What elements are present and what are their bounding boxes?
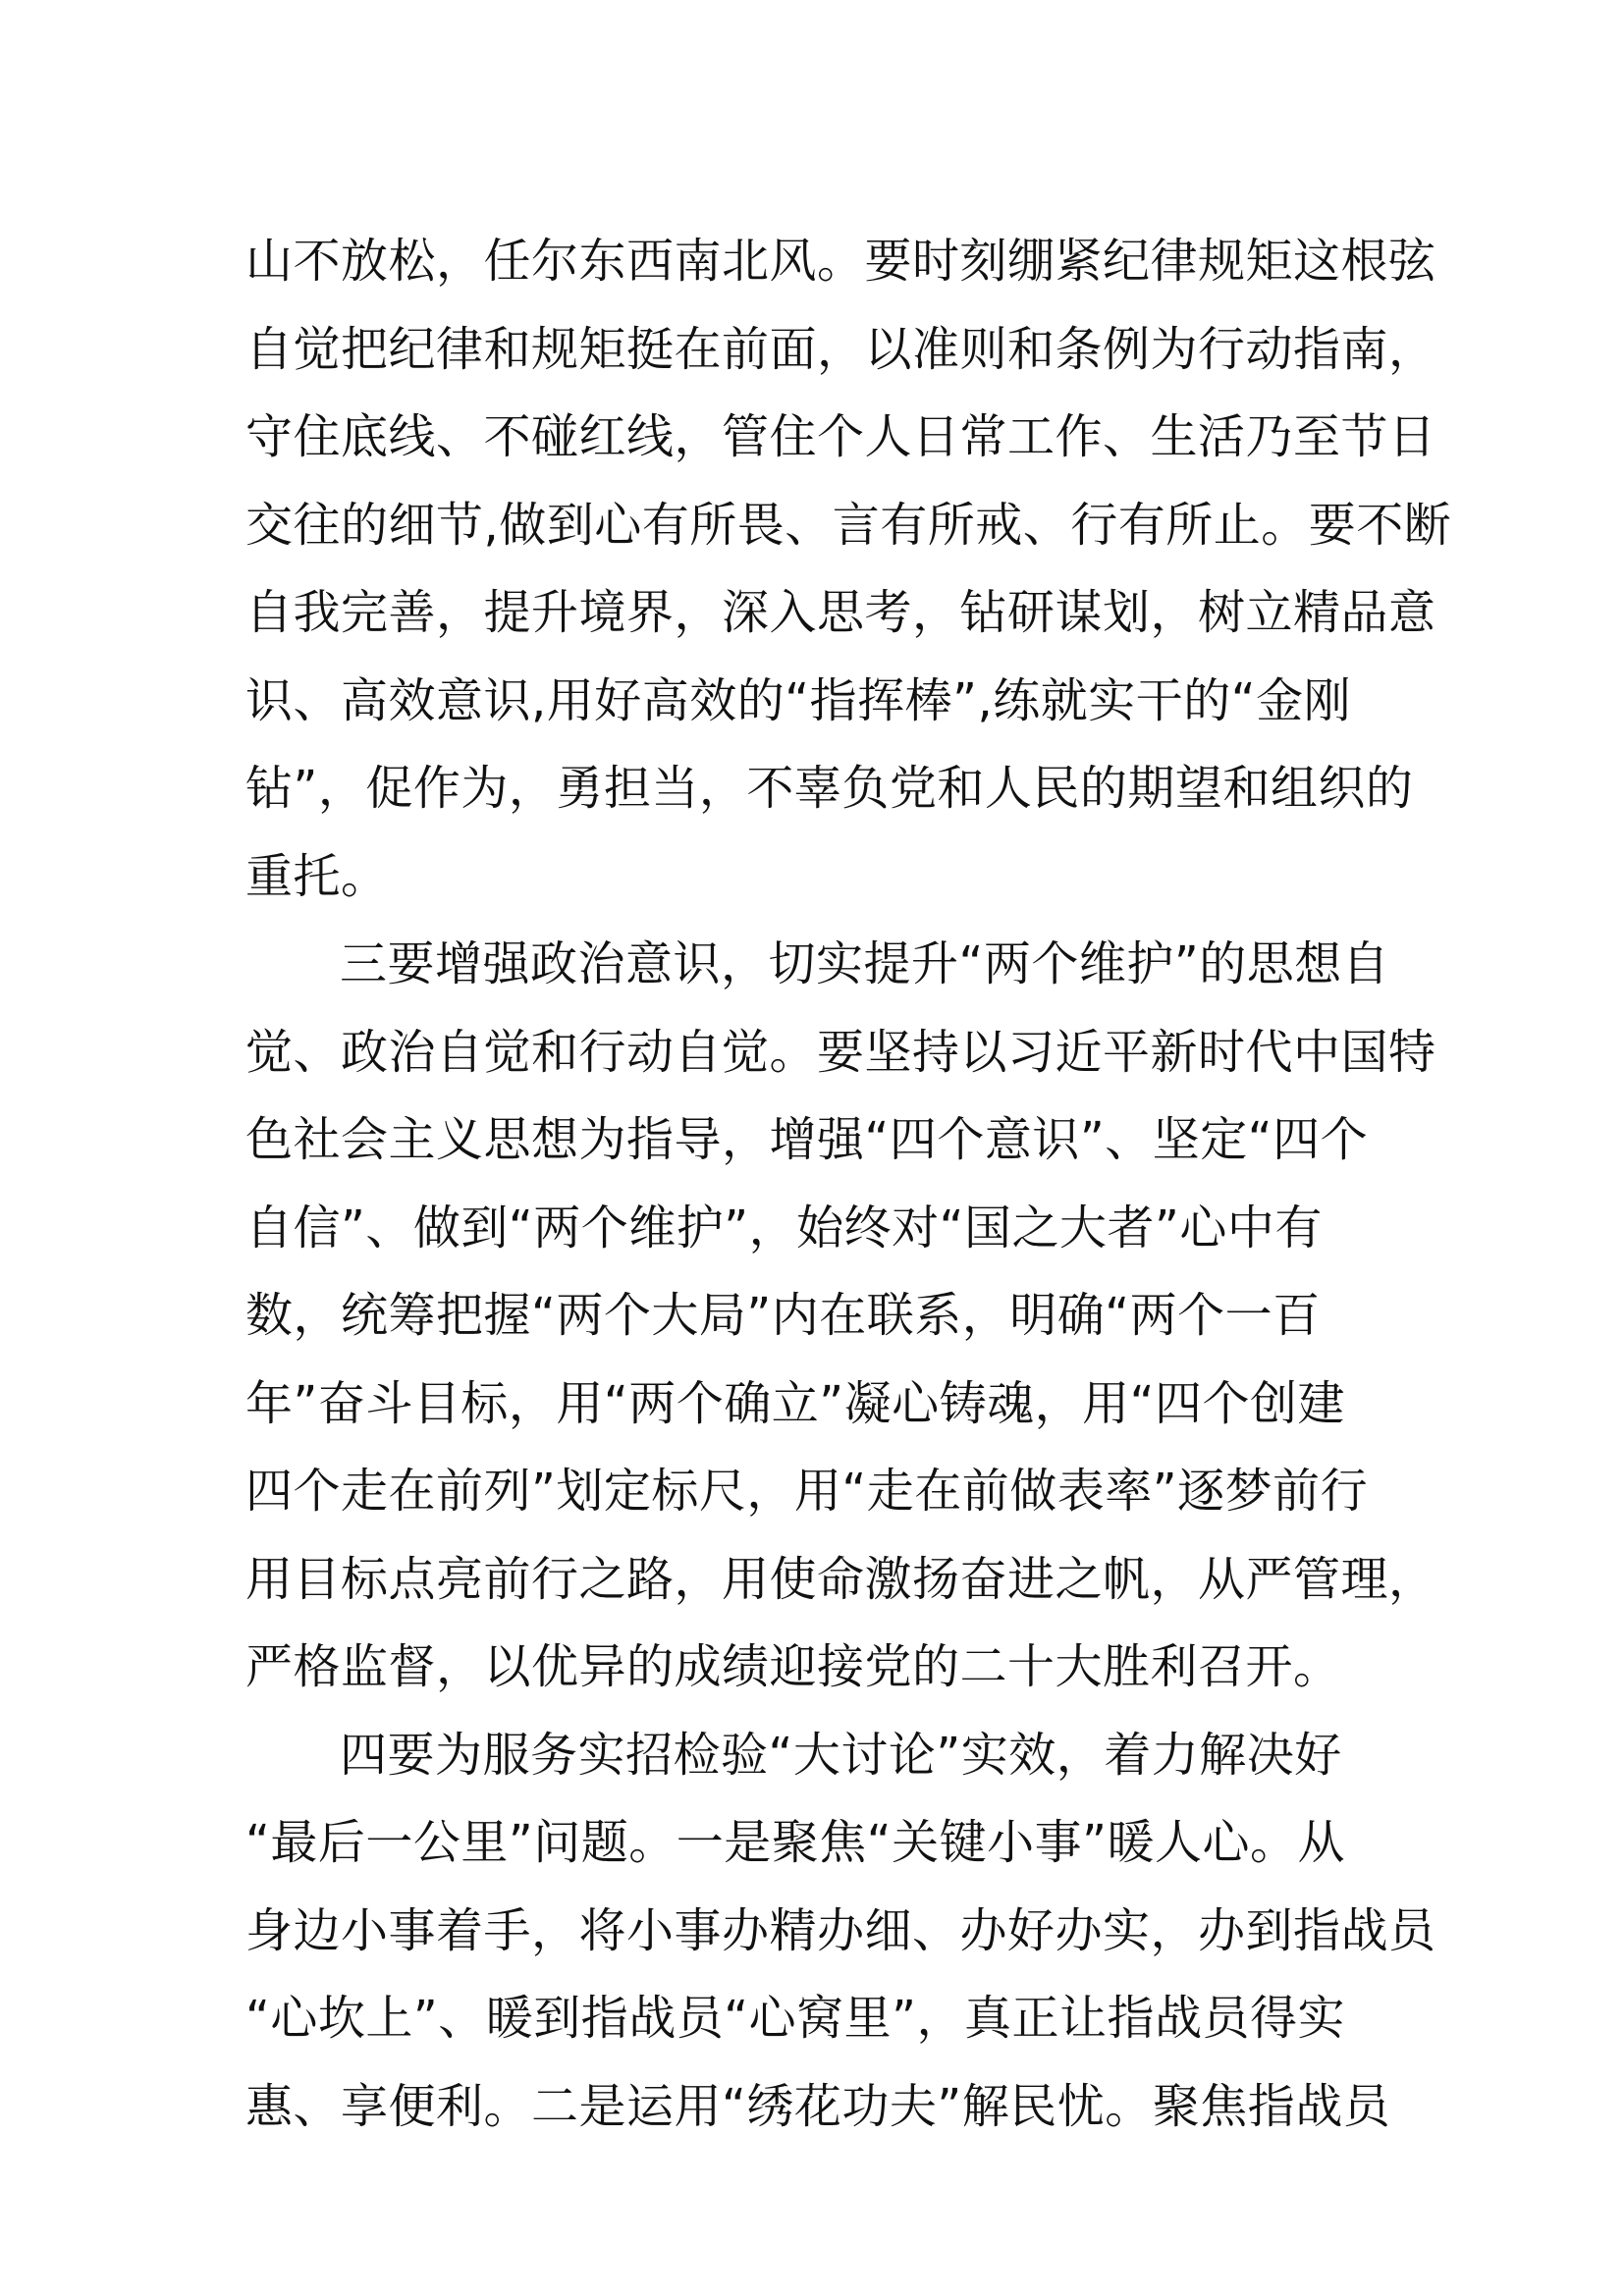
text-line: 四个走在前列”划定标尺，用“走在前做表率”逐梦前行 (245, 1464, 1369, 1519)
text-line: 山不放松，任尔东西南北风。要时刻绷紧纪律规矩这根弦 (245, 234, 1436, 289)
text-line: 惠、享便利。二是运用“绣花功夫”解民忧。聚焦指战员 (245, 2078, 1391, 2134)
text-line: 色社会主义思想为指导，增强“四个意识”、坚定“四个 (245, 1112, 1369, 1167)
text-line: 钻”，促作为，勇担当，不辜负党和人民的期望和组织的 (245, 761, 1414, 816)
paragraph-start-line: 四要为服务实招检验“大讨论”实效，着力解决好 (340, 1727, 1342, 1783)
text-line: 守住底线、不碰红线，管住个人日常工作、生活乃至节日 (245, 409, 1436, 464)
text-line: 严格监督，以优异的成绩迎接党的二十大胜利召开。 (245, 1639, 1341, 1694)
text-line: 用目标点亮前行之路，用使命激扬奋进之帆，从严管理， (245, 1551, 1436, 1607)
text-line: 身边小事着手，将小事办精办细、办好办实，办到指战员 (245, 1902, 1436, 1958)
text-line: 自我完善，提升境界，深入思考，钻研谋划，树立精品意 (245, 585, 1436, 640)
text-line: “心坎上”、暖到指战员“心窝里”，真正让指战员得实 (245, 1991, 1345, 2046)
text-line: 觉、政治自觉和行动自觉。要坚持以习近平新时代中国特 (245, 1024, 1436, 1080)
body-text (245, 218, 1452, 2151)
text-line: “最后一公里”问题。一是聚焦“关键小事”暖人心。从 (245, 1815, 1345, 1870)
text-line: 交往的细节,做到心有所畏、言有所戒、行有所止。要不断 (245, 497, 1452, 553)
text-line: 重托。 (245, 848, 389, 904)
text-line: 自觉把纪律和规矩挺在前面，以准则和条例为行动指南， (245, 321, 1436, 377)
text-line: 识、高效意识,用好高效的“指挥棒”,练就实干的“金刚 (245, 672, 1352, 728)
text-line: 数，统筹把握“两个大局”内在联系，明确“两个一百 (245, 1288, 1321, 1343)
text-line: 自信”、做到“两个维护”，始终对“国之大者”心中有 (245, 1200, 1323, 1255)
paragraph-start-line: 三要增强政治意识，切实提升“两个维护”的思想自 (340, 936, 1390, 991)
text-line: 年”奋斗目标，用“两个确立”凝心铸魂，用“四个创建 (245, 1375, 1345, 1431)
